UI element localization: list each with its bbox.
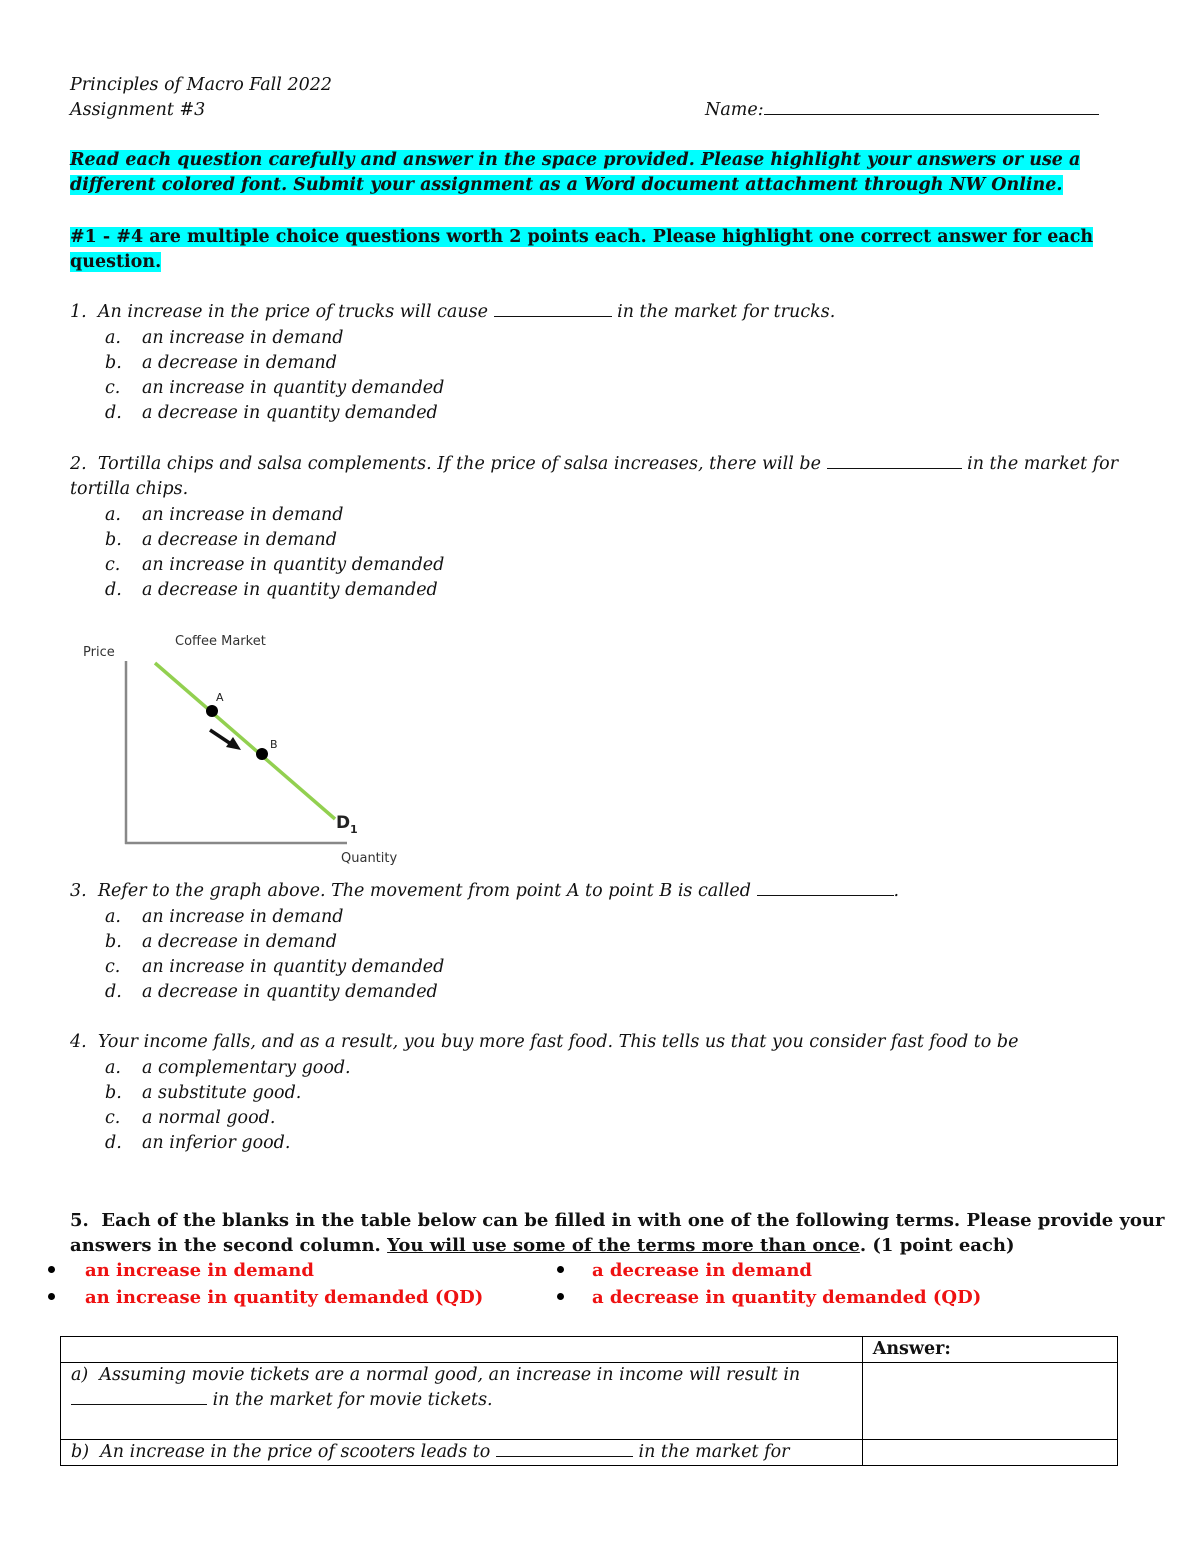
mc-instructions-line-2: question. — [70, 252, 162, 272]
q3-option-c[interactable]: c. an increase in quantity demanded — [105, 957, 445, 977]
movement-arrow-shaft — [210, 730, 231, 744]
term-increase-qd: an increase in quantity demanded (QD) — [85, 1287, 484, 1308]
q1-option-c[interactable]: c. an increase in quantity demanded — [105, 378, 445, 398]
row-b-blank[interactable] — [496, 1441, 633, 1457]
q2-option-b[interactable]: b. a decrease in demand — [105, 530, 337, 550]
name-field[interactable] — [705, 98, 1099, 123]
q2-option-d[interactable]: d. a decrease in quantity demanded — [105, 580, 438, 600]
answer-table — [60, 1336, 1118, 1466]
question-2-blank[interactable] — [827, 453, 962, 469]
term-increase-demand: an increase in demand — [85, 1260, 314, 1281]
name-blank[interactable] — [764, 99, 1099, 115]
point-b-marker — [256, 748, 268, 760]
table-header-question-cell — [61, 1337, 863, 1363]
question-3: 3. Refer to the graph above. The movement from point A to point B is called . — [70, 881, 900, 901]
question-cell-a: a) Assuming movie tickets are a normal good, an increase in income will result in in the market for movie tickets. — [61, 1363, 863, 1440]
name-label: Name: — [705, 100, 764, 120]
y-axis-label: Price — [83, 645, 115, 660]
curve-label-subscript: 1 — [350, 823, 358, 836]
answer-header: Answer: — [862, 1337, 1117, 1363]
question-1-blank[interactable] — [494, 301, 612, 317]
q3-option-a[interactable]: a. an increase in demand — [105, 907, 344, 927]
coffee-market-chart — [75, 625, 420, 870]
question-5-line-2: answers in the second column. You will use some of the terms more than once. (1 point each) — [70, 1235, 1015, 1256]
q1-option-a[interactable]: a. an increase in demand — [105, 328, 344, 348]
bullet-3 — [48, 1293, 55, 1300]
answer-cell-a[interactable] — [862, 1363, 1117, 1440]
assignment-title: Assignment #3 — [70, 100, 206, 120]
question-3-blank[interactable] — [757, 880, 894, 896]
demand-curve-d1 — [155, 663, 335, 819]
term-decrease-qd: a decrease in quantity demanded (QD) — [592, 1287, 982, 1308]
chart-title: Coffee Market — [175, 634, 266, 649]
row-a-blank[interactable] — [71, 1389, 207, 1405]
question-5-line-1: 5. Each of the blanks in the table below can be filled in with one of the following terms. Please provide your — [70, 1210, 1165, 1231]
question-1: 1. An increase in the price of trucks will cause in the market for trucks. — [70, 302, 836, 322]
table-header-row — [61, 1337, 1118, 1363]
q2-option-c[interactable]: c. an increase in quantity demanded — [105, 555, 445, 575]
q1-option-d[interactable]: d. a decrease in quantity demanded — [105, 403, 438, 423]
answer-cell-b[interactable] — [862, 1440, 1117, 1466]
question-2-line-2: tortilla chips. — [70, 479, 189, 499]
q3-option-d[interactable]: d. a decrease in quantity demanded — [105, 982, 438, 1002]
instructions-line-2: different colored font. Submit your assignment as a Word document attachment through NW Online. — [70, 175, 1063, 195]
q1-option-b[interactable]: b. a decrease in demand — [105, 353, 337, 373]
q4-option-c[interactable]: c. a normal good. — [105, 1108, 276, 1128]
bullet-1 — [48, 1266, 55, 1273]
bullet-4 — [557, 1293, 564, 1300]
question-2: 2. Tortilla chips and salsa complements. If the price of salsa increases, there will be in the market for — [70, 454, 1119, 474]
point-a-label: A — [216, 691, 224, 704]
bullet-2 — [557, 1266, 564, 1273]
q2-option-a[interactable]: a. an increase in demand — [105, 505, 344, 525]
q4-option-a[interactable]: a. a complementary good. — [105, 1058, 351, 1078]
table-row — [61, 1440, 1118, 1466]
table-row — [61, 1363, 1118, 1440]
course-title: Principles of Macro Fall 2022 — [70, 75, 332, 95]
curve-label-d: D — [336, 813, 351, 833]
term-decrease-demand: a decrease in demand — [592, 1260, 812, 1281]
question-cell-b: b) An increase in the price of scooters leads to in the market for — [61, 1440, 863, 1466]
q3-option-b[interactable]: b. a decrease in demand — [105, 932, 337, 952]
x-axis-label: Quantity — [341, 851, 398, 866]
point-a-marker — [206, 705, 218, 717]
q4-option-d[interactable]: d. an inferior good. — [105, 1133, 291, 1153]
point-b-label: B — [270, 738, 278, 751]
question-4: 4. Your income falls, and as a result, you buy more fast food. This tells us that you consider fast food to be — [70, 1032, 1019, 1052]
q4-option-b[interactable]: b. a substitute good. — [105, 1083, 302, 1103]
instructions-line-1: Read each question carefully and answer in the space provided. Please highlight your answers or use a — [70, 150, 1081, 170]
mc-instructions-line-1: #1 - #4 are multiple choice questions worth 2 points each. Please highlight one correct answer for each — [70, 227, 1094, 247]
